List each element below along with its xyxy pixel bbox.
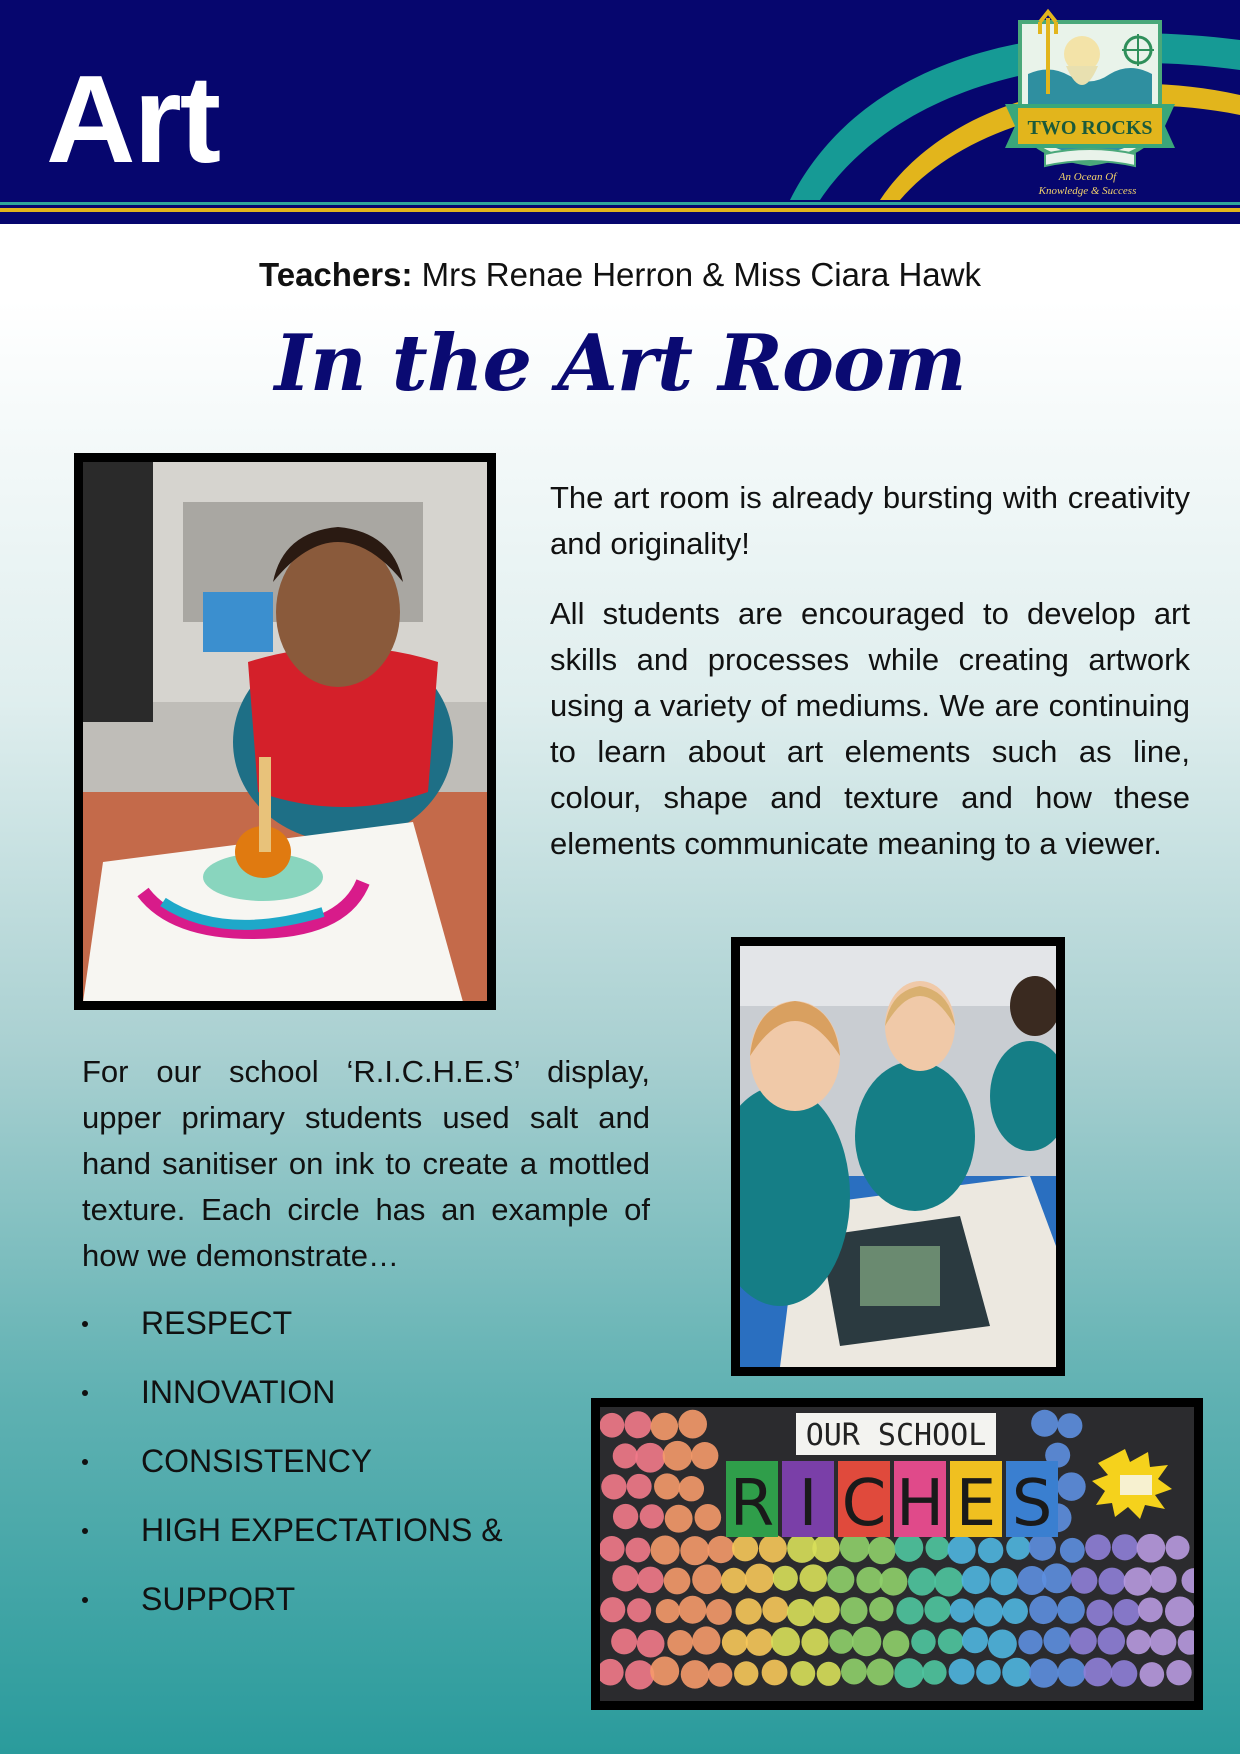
paper-circle	[976, 1660, 1001, 1685]
list-item: RESPECT	[72, 1300, 503, 1369]
paper-circle	[1098, 1627, 1126, 1655]
photo-students-working-image	[740, 946, 1056, 1367]
paper-circle	[1112, 1534, 1138, 1560]
photo-riches-display-image	[600, 1407, 1194, 1701]
paper-circle	[625, 1660, 654, 1689]
motto-line-2: Knowledge & Success	[1038, 185, 1137, 197]
paper-circle	[665, 1505, 693, 1533]
paper-circle	[962, 1566, 990, 1594]
paper-circle	[708, 1663, 732, 1687]
paper-circle	[635, 1443, 665, 1473]
paper-circle	[667, 1630, 693, 1656]
paper-circle	[1029, 1658, 1058, 1687]
bullet-icon	[82, 1321, 88, 1327]
paper-circle	[911, 1630, 936, 1655]
paper-circle	[790, 1661, 815, 1686]
paper-circle	[1086, 1600, 1112, 1626]
paper-circle	[883, 1630, 910, 1657]
paper-circle	[664, 1568, 691, 1595]
paper-circle	[856, 1567, 883, 1594]
riches-letter: C	[841, 1467, 887, 1541]
paper-circle	[1150, 1629, 1177, 1656]
paper-circle	[924, 1596, 950, 1622]
paper-circle	[894, 1658, 924, 1688]
bullet-icon	[82, 1459, 88, 1465]
riches-letter: R	[729, 1467, 775, 1541]
teachers-names: Mrs Renae Herron & Miss Ciara Hawk	[421, 256, 981, 293]
motto-line-1: An Ocean Of	[1058, 171, 1117, 183]
photo-students-working	[731, 937, 1065, 1376]
riches-values-list	[72, 1300, 503, 1645]
paper-circle	[613, 1443, 638, 1468]
bullet-icon	[82, 1390, 88, 1396]
paper-circle	[695, 1504, 722, 1531]
paper-circle	[637, 1630, 665, 1658]
paper-circle	[827, 1566, 854, 1593]
paper-circle	[626, 1538, 651, 1563]
school-motto	[1010, 170, 1165, 198]
paper-circle	[627, 1598, 651, 1622]
logo-text: TWO ROCKS	[1027, 117, 1153, 139]
paper-circle	[678, 1410, 707, 1439]
riches-letter: I	[798, 1467, 818, 1541]
teachers-label: Teachers:	[259, 256, 413, 293]
paper-circle	[1002, 1658, 1031, 1687]
paper-circle	[1018, 1630, 1042, 1654]
bullet-icon	[82, 1597, 88, 1603]
intro-paragraph: The art room is already bursting with creativity and originality!	[550, 480, 1190, 561]
teachers-line	[0, 256, 1240, 294]
paper-circle	[1029, 1596, 1057, 1624]
paper-circle	[637, 1567, 663, 1593]
paper-circle	[1002, 1598, 1028, 1624]
paper-circle	[706, 1599, 732, 1625]
paper-circle	[922, 1660, 946, 1684]
paper-circle	[679, 1476, 704, 1501]
paper-circle	[1031, 1410, 1058, 1437]
paper-circle	[600, 1536, 625, 1562]
paper-circle	[692, 1626, 720, 1654]
paper-circle	[799, 1564, 827, 1592]
paper-circle	[841, 1659, 867, 1685]
paper-circle	[656, 1599, 680, 1623]
paper-circle	[680, 1536, 709, 1565]
paper-circle	[1137, 1534, 1166, 1563]
paper-circle	[1070, 1627, 1097, 1654]
paper-circle	[988, 1629, 1017, 1658]
list-item: INNOVATION	[72, 1369, 503, 1438]
paper-circle	[950, 1598, 974, 1622]
paper-circle	[962, 1627, 988, 1653]
paper-circle	[1098, 1568, 1125, 1595]
paper-circle	[600, 1413, 624, 1438]
paper-circle	[1140, 1662, 1165, 1687]
riches-letter: E	[955, 1467, 997, 1541]
paper-circle	[938, 1629, 963, 1654]
header-stripe-gold	[0, 208, 1240, 212]
paper-circle	[1138, 1597, 1163, 1622]
paper-circle	[601, 1474, 626, 1499]
paper-circle	[611, 1628, 637, 1654]
riches-paragraph: For our school ‘R.I.C.H.E.S’ display, upper primary students used salt and hand sanitiser on ink to create a mottled texture. Each circle has an example of how we demonstrate…	[82, 1054, 650, 1273]
header-banner	[0, 0, 1240, 224]
paper-circle	[879, 1568, 907, 1596]
photo-student-painting-image	[83, 462, 487, 1001]
paper-circle	[1124, 1567, 1152, 1595]
paper-circle	[600, 1597, 625, 1622]
paper-circle	[640, 1504, 664, 1528]
paper-circle	[787, 1599, 814, 1626]
paper-circle	[734, 1661, 758, 1685]
paper-circle	[1126, 1630, 1151, 1655]
paper-circle	[1042, 1563, 1072, 1593]
paper-circle	[852, 1627, 882, 1657]
paper-circle	[801, 1629, 828, 1656]
page-title: Art	[46, 51, 220, 189]
paper-circle	[949, 1659, 975, 1685]
paper-circle	[735, 1598, 761, 1624]
paper-circle	[813, 1596, 840, 1623]
paper-circle	[1111, 1660, 1138, 1687]
paper-circle	[908, 1568, 936, 1596]
paper-circle	[627, 1474, 652, 1499]
paper-circle	[722, 1629, 748, 1655]
skills-paragraph: All students are encouraged to develop art skills and processes while creating artwork using a variety of mediums. We are continuing to learn about art elements such as line, colour, shape and texture and how these elements communicate meaning to a viewer.	[550, 596, 1190, 861]
paper-circle	[1166, 1660, 1191, 1685]
paper-circle	[1057, 1472, 1086, 1501]
paper-circle	[1057, 1658, 1085, 1686]
paper-circle	[650, 1656, 679, 1685]
paper-circle	[654, 1473, 680, 1499]
paper-circle	[613, 1504, 638, 1529]
section-title: In the Art Room	[274, 318, 966, 409]
paper-circle	[624, 1411, 651, 1438]
riches-letter: H	[895, 1467, 945, 1541]
paper-circle	[1043, 1627, 1070, 1654]
paper-circle	[869, 1597, 893, 1621]
list-item: SUPPORT	[72, 1576, 503, 1645]
paper-circle	[746, 1629, 773, 1656]
paper-circle	[867, 1659, 894, 1686]
paper-circle	[721, 1568, 747, 1594]
paper-circle	[1071, 1567, 1097, 1593]
paper-circle	[978, 1538, 1003, 1563]
paper-circle	[1150, 1566, 1177, 1593]
paper-circle	[974, 1597, 1003, 1626]
paper-circle	[773, 1566, 798, 1591]
paper-circle	[1084, 1658, 1113, 1687]
paper-circle	[691, 1442, 718, 1469]
paper-circle	[1060, 1538, 1085, 1563]
paper-circle	[1166, 1536, 1190, 1560]
header-stripe-green	[0, 202, 1240, 205]
paper-circle	[1114, 1599, 1140, 1625]
paper-circle	[681, 1660, 710, 1689]
paper-circle	[840, 1597, 867, 1624]
list-item: CONSISTENCY	[72, 1438, 503, 1507]
paper-circle	[762, 1597, 788, 1623]
paper-circle	[651, 1535, 680, 1564]
paper-circle	[817, 1662, 841, 1686]
paper-circle	[1165, 1596, 1194, 1626]
paper-circle	[745, 1564, 774, 1593]
display-sign-text: OUR SCHOOL	[805, 1418, 987, 1453]
paper-circle	[771, 1627, 800, 1656]
paper-circle	[762, 1660, 788, 1686]
paper-circle	[651, 1413, 679, 1441]
photo-student-painting	[74, 453, 496, 1010]
paper-circle	[1057, 1596, 1085, 1624]
paper-circle	[692, 1565, 722, 1595]
paper-circle	[1057, 1413, 1082, 1438]
paper-circle	[991, 1568, 1018, 1595]
list-item: HIGH EXPECTATIONS &	[72, 1507, 503, 1576]
paper-circle	[663, 1441, 693, 1471]
photo-riches-display	[591, 1398, 1203, 1710]
bullet-icon	[82, 1528, 88, 1534]
paper-circle	[612, 1565, 638, 1591]
paper-circle	[679, 1596, 707, 1624]
paper-circle	[896, 1597, 923, 1624]
paper-circle	[934, 1567, 963, 1596]
riches-letter: S	[1011, 1467, 1053, 1541]
paper-circle	[1085, 1534, 1111, 1560]
paper-circle	[829, 1629, 854, 1654]
